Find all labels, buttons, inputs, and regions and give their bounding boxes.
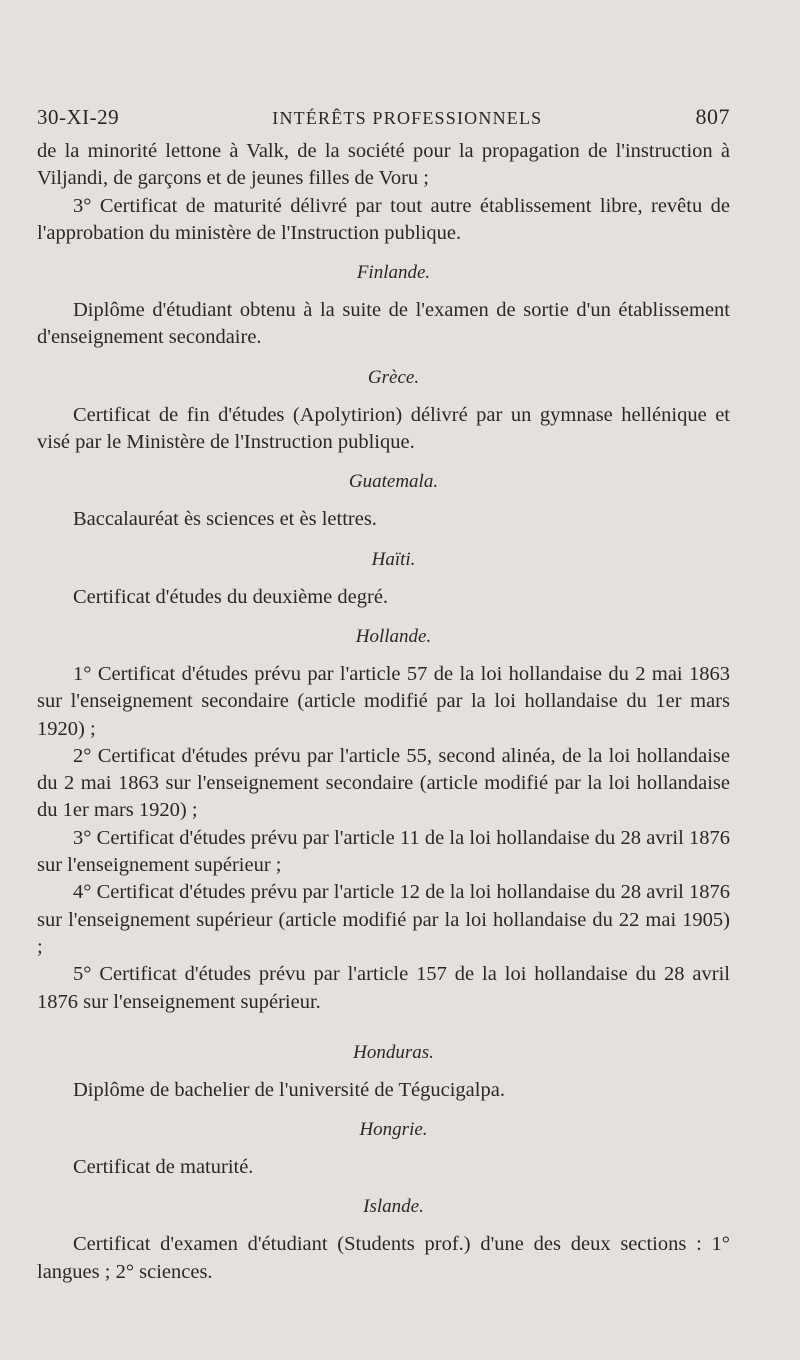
paragraph: Certificat d'études du deuxième degré. xyxy=(73,585,389,608)
paragraph: 4° Certificat d'études prévu par l'article 12 de la loi hollandaise du 28 avril 1876 sur l'enseignement supérieur (article modifié par la loi hollandaise du 22 mai 1905) ; xyxy=(37,881,730,958)
country-heading: Hongrie. xyxy=(359,1119,428,1141)
country-heading: Finlande. xyxy=(356,262,431,284)
paragraph: 3° Certificat d'études prévu par l'article 11 de la loi hollandaise du 28 avril 1876 sur l'enseignement supérieur ; xyxy=(37,826,730,877)
country-heading: Haïti. xyxy=(371,548,416,570)
paragraph: Diplôme d'étudiant obtenu à la suite de l'examen de sortie d'un établissement d'enseignement secondaire. xyxy=(37,299,730,349)
body-text xyxy=(37,138,730,1286)
paragraph: 2° Certificat d'études prévu par l'article 55, second alinéa, de la loi hollandaise du 2 mai 1863 sur l'enseignement secondaire (article modifié par la loi hollandaise du 1er mars 1920) ; xyxy=(37,744,730,822)
running-header xyxy=(37,104,730,132)
paragraph: Certificat d'examen d'étudiant (Students prof.) d'une des deux sections : 1° langues ; 2° sciences. xyxy=(37,1233,730,1283)
header-date: 30-XI-29 xyxy=(37,105,120,129)
country-heading: Islande. xyxy=(363,1196,424,1218)
header-title: INTÉRÊTS PROFESSIONNELS xyxy=(272,108,543,128)
paragraph: Certificat de fin d'études (Apolytirion) délivré par un gymnase hellénique et visé par le Ministère de l'Instruction publique. xyxy=(37,403,730,454)
paragraph: 5° Certificat d'études prévu par l'article 157 de la loi hollandaise du 28 avril 1876 sur l'enseignement supérieur. xyxy=(37,963,730,1013)
country-heading: Grèce. xyxy=(367,366,420,388)
paragraph: 3° Certificat de maturité délivré par tout autre établissement libre, revêtu de l'approbation du ministère de l'Instruction publique. xyxy=(37,194,730,244)
paragraph: Baccalauréat ès sciences et ès lettres. xyxy=(73,508,377,531)
page-number: 807 xyxy=(695,104,730,129)
paragraph: 1° Certificat d'études prévu par l'article 57 de la loi hollandaise du 2 mai 1863 sur l'enseignement secondaire (article modifié par la loi hollandaise du 1er mars 1920) ; xyxy=(37,662,730,740)
country-heading: Guatemala. xyxy=(348,471,439,493)
paragraph: Diplôme de bachelier de l'université de Tégucigalpa. xyxy=(73,1078,505,1101)
paragraph: Certificat de maturité. xyxy=(73,1156,254,1179)
paragraph: de la minorité lettone à Valk, de la société pour la propagation de l'instruction à Viljandi, de garçons et de jeunes filles de Voru ; xyxy=(37,140,730,190)
country-heading: Honduras. xyxy=(353,1041,434,1063)
country-heading: Hollande. xyxy=(355,625,432,647)
